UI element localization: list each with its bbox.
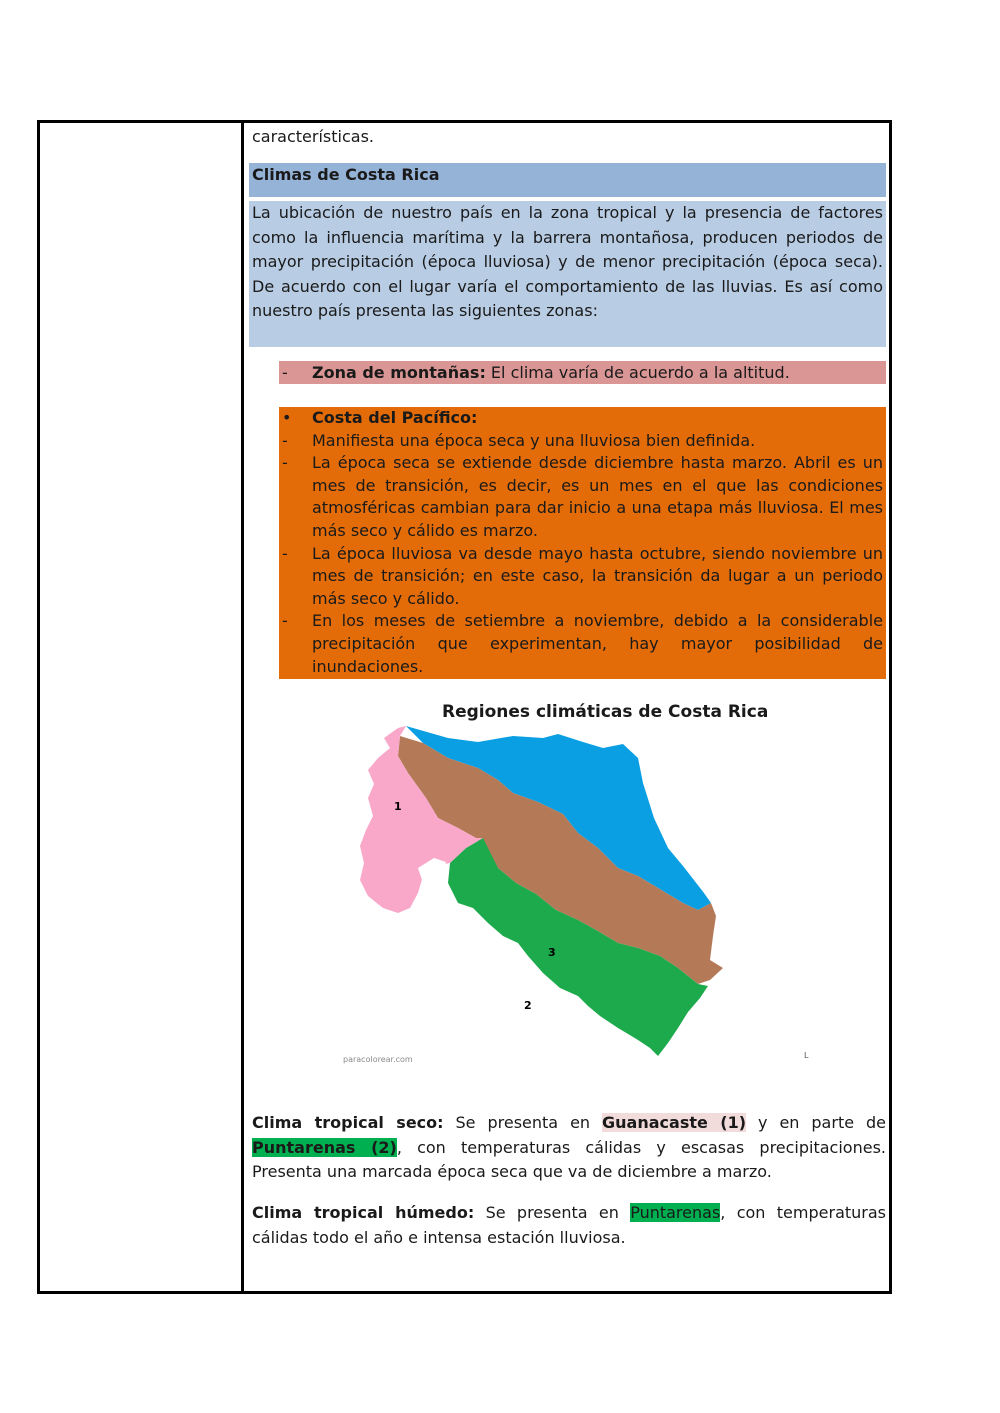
costa-rica-map	[338, 698, 818, 1073]
list-item	[282, 430, 883, 453]
dash-marker: -	[282, 611, 288, 631]
pacific-title-row	[282, 407, 883, 430]
dry-text-1: Se presenta en	[443, 1113, 603, 1132]
lead-text: características.	[252, 127, 374, 146]
list-item	[282, 610, 883, 678]
mountain-label: Zona de montañas:	[312, 363, 486, 382]
dry-climate-paragraph	[252, 1111, 886, 1185]
section-title-text: Climas de Costa Rica	[252, 165, 440, 184]
table-frame	[37, 120, 892, 1294]
intro-text: La ubicación de nuestro país en la zona tropical y la presencia de factores como la influencia marítima y la barrera montañosa, producen periodos de mayor precipitación (época lluviosa) y de menor precipitación (época seca). De acuerdo con el lugar varía el comportamiento de las lluvias. Es así como nuestro país presenta las siguientes zonas:	[252, 203, 883, 320]
dry-text-2: y en parte de	[746, 1113, 887, 1132]
dry-climate-label: Clima tropical seco:	[252, 1113, 444, 1132]
dash-marker: -	[282, 543, 288, 563]
place-puntarenas: Puntarenas (2)	[252, 1137, 397, 1157]
map-title: Regiones climáticas de Costa Rica	[442, 702, 769, 722]
list-item-text: La época lluviosa va desde mayo hasta octubre, siendo noviembre un mes de transición; en este caso, la transición da lugar a un periodo más seco y cálido.	[312, 543, 883, 608]
dash-marker: -	[282, 430, 288, 450]
place-guanacaste: Guanacaste (1)	[602, 1113, 747, 1132]
place-puntarenas: Puntarenas	[630, 1203, 721, 1222]
humid-text-1: Se presenta en	[474, 1203, 631, 1222]
list-item-text: Manifiesta una época seca y una lluviosa bien definida.	[312, 430, 756, 450]
humid-climate-paragraph	[252, 1201, 886, 1250]
section-title	[249, 163, 886, 197]
list-item	[282, 452, 883, 542]
map-region-label: 3	[548, 946, 556, 959]
dry-text-3: , con temperaturas cálidas y escasas precipitaciones. Presenta una marcada época seca que va de diciembre a marzo.	[252, 1137, 886, 1181]
pacific-coast-box	[279, 407, 886, 679]
map-region-label: 1	[394, 800, 402, 813]
climate-map	[338, 698, 818, 1073]
dash-marker: -	[282, 363, 288, 382]
pacific-title: Costa del Pacífico:	[312, 408, 478, 427]
dash-marker: -	[282, 453, 288, 473]
map-watermark: paracolorear.com	[343, 1055, 413, 1064]
compass-label: L	[804, 1051, 809, 1060]
mountain-zone-item	[279, 361, 886, 384]
map-region-label: 2	[524, 999, 532, 1012]
bullet-marker: •	[282, 408, 292, 427]
intro-block	[249, 201, 886, 347]
list-item-text: La época seca se extiende desde diciembre hasta marzo. Abril es un mes de transición, es decir, es un mes en el que las condiciones atmosféricas cambian para dar inicio a una etapa más lluviosa. El mes más seco y cálido es marzo.	[312, 453, 883, 540]
column-divider	[241, 123, 244, 1291]
mountain-text: El clima varía de acuerdo a la altitud.	[485, 363, 790, 382]
list-item-text: En los meses de setiembre a noviembre, debido a la considerable precipitación que experimentan, hay mayor posibilidad de inundaciones.	[312, 611, 883, 676]
list-item	[282, 543, 883, 611]
humid-text-2: , con temperaturas cálidas todo el año e intensa estación lluviosa.	[252, 1203, 886, 1247]
humid-climate-label: Clima tropical húmedo:	[252, 1203, 475, 1222]
